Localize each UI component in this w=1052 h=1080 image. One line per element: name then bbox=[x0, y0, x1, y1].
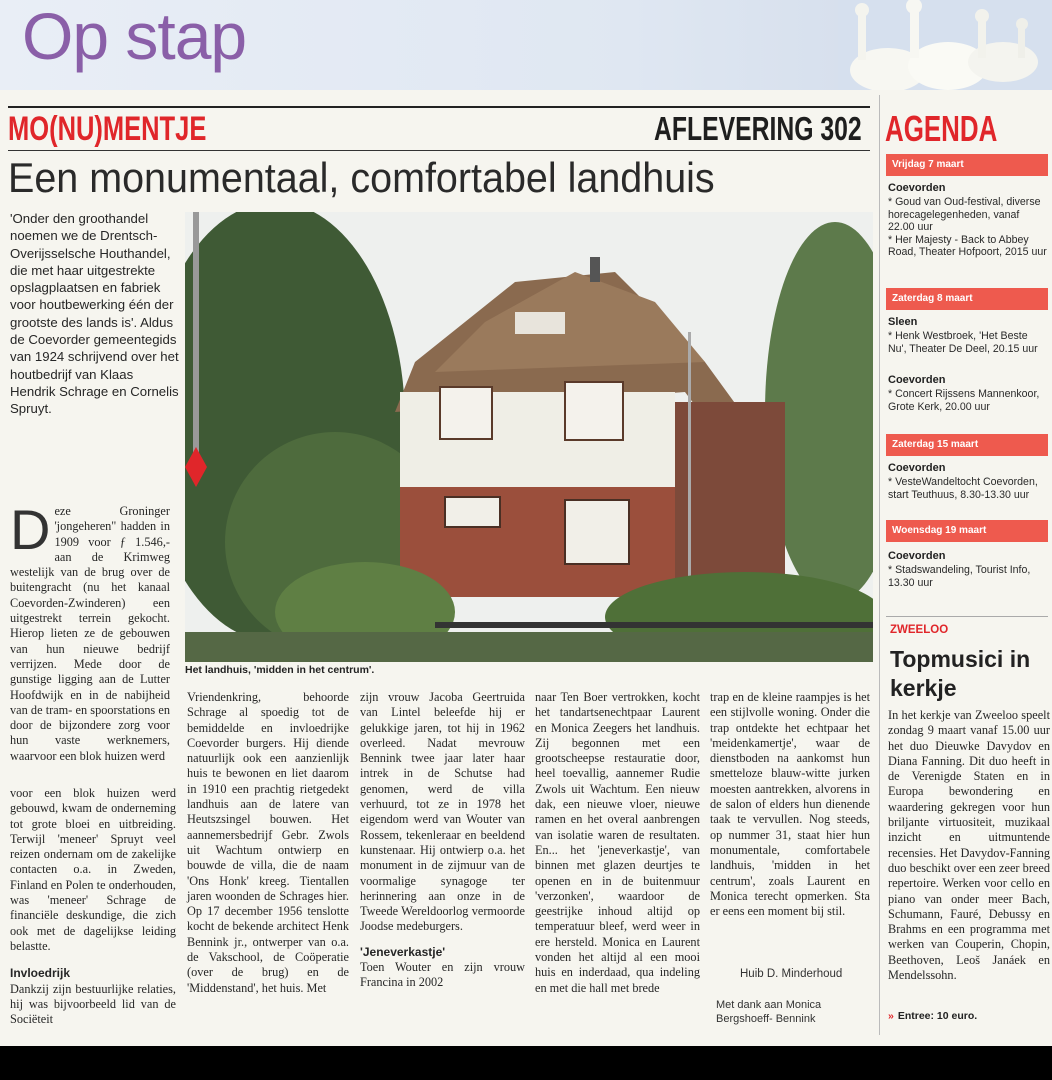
drop-cap: D bbox=[10, 498, 51, 561]
episode-label: AFLEVERING 302 bbox=[654, 110, 862, 147]
sidebar-section-label: ZWEELOO bbox=[890, 624, 949, 636]
column-text: naar Ten Boer vertrokken, kocht het tandartsenechtpaar Laurent en Monica Zeegers het landhuis. Zij begonnen met een grootscheepse restauratie door, heel toevallig, aannemer Rudie Zwols uit Wachtum. Een nieuw dak, een nieuwe vloer, nieuwe ramen en het overal aanbrengen van isolatie waren de resultaten. En... het 'jeneverkastje', van binnen met glazen deurtjes te openen en in de buitenmuur 'verzonken', waardoor de geestrijke inhoud altijd op temperatuur bleef, werd weer in ere hersteld. Monica en Laurent vonden het altijd al een mooi huis en inderdaad, qua indeling en met die hall met brede bbox=[535, 690, 700, 995]
article-column-1 bbox=[10, 498, 170, 764]
acknowledgement: Met dank aan Monica Bergshoeff- Bennink bbox=[716, 999, 822, 1025]
sidebar-body: In het kerkje van Zweeloo speelt zondag 9 maart vanaf 15.00 uur het duo Dieuwke Davydov en Diana Fanning. Dit duo heeft in de Verenigde Staten en in Europa bewondering en waardering gekregen voor hun briljante virtuositeit, muzikaal inzicht en uitmuntende recensies. Het Davydov-Fanning duo beschikt over een zeer breed repertoire. Werken voor cello en piano van onder meer Bach, Schumann, Fauré, Debussy en Brahms en een programma met werken van Couperin, Chopin, Beethoven, Leoš Janáek en Mendelssohn. bbox=[888, 708, 1050, 983]
agenda-town: Coevorden bbox=[888, 182, 946, 194]
agenda-rule bbox=[886, 616, 1048, 617]
agenda-town: Coevorden bbox=[888, 374, 946, 386]
agenda-title: AGENDA bbox=[885, 108, 998, 149]
column-text: trap en de kleine raampjes is het een stijlvolle woning. Onder die trap ontdekte het echtpaar het 'meidenkamertje', waar de dienstboden na aankomst hun smetteloze blauw-witte jurken moesten aantrekken, alvorens in de salon of elders hun dienende taak te vervullen. Nog steeds, op nummer 31, staat hier hun monumentale, comfortabele landhuis, 'midden in het centrum', zoals Laurent en Monica terecht opmerken. Sta er eens een moment bij stil. bbox=[710, 690, 870, 919]
article-column-2 bbox=[187, 690, 349, 996]
agenda-town: Sleen bbox=[888, 316, 918, 328]
agenda-date: Zaterdag 8 maart bbox=[886, 288, 1048, 310]
column-kicker: MO(NU)MENTJE bbox=[8, 110, 207, 148]
article-column-3 bbox=[360, 690, 525, 991]
agenda-town: Coevorden bbox=[888, 462, 946, 474]
subheading-jeneverkastje: 'Jeneverkastje' bbox=[360, 944, 446, 959]
agenda-item: * Stadswandeling, Tourist Info, 13.30 uur bbox=[888, 564, 1031, 589]
column-text: voor een blok huizen werd gebouwd, kwam de onderneming tot grote bloei en uitbreiding. Terwijl 'meneer' Spruyt veel reizen ondernam om de zakelijke contacten o.a. in Zweden, Finland en Polen te onderhouden, was 'meneer' Schrage de financiële deskundige, die zich ook met de dagelijkse leiding belastte. bbox=[10, 786, 176, 953]
entry-fee bbox=[888, 1010, 977, 1022]
agenda-divider bbox=[879, 95, 880, 1035]
double-arrow-icon: » bbox=[888, 1010, 894, 1022]
article-column-5 bbox=[710, 690, 870, 919]
agenda-item: * Concert Rijssens Mannenkoor, Grote Kerk, 20.00 uur bbox=[888, 388, 1040, 413]
agenda-town: Coevorden bbox=[888, 550, 946, 562]
entry-fee-text: Entree: 10 euro. bbox=[897, 1010, 978, 1022]
subheading-invloedrijk: Invloedrijk bbox=[10, 966, 71, 981]
top-rule bbox=[8, 106, 870, 108]
header-rule bbox=[8, 150, 870, 151]
agenda-date: Vrijdag 7 maart bbox=[886, 154, 1048, 176]
column-text: Toen Wouter en zijn vrouw Francina in 2002 bbox=[360, 960, 525, 990]
column-text: zijn vrouw Jacoba Geertruida van Lintel beleefde hij er gelukkige jaren, tot hij in 1962 overleed. Nadat mevrouw Bennink twee jaar later haar intrek in de Schutse had genomen, werd de villa verhuurd, tot ze in 1978 het eigendom werd van Wouter van Rossem, tekenleraar en beeldend kunstenaar. Hij ontwierp o.a. het monument in de zijmuur van de voormalige synagoge ter herinnering aan onze in de Tweede Wereldoorlog vermoorde Joodse medeburgers. bbox=[360, 690, 525, 934]
article-column-1-lower bbox=[10, 786, 176, 1027]
author-byline: Huib D. Minderhoud bbox=[740, 968, 843, 980]
sidebar-headline: Topmusici in kerkje bbox=[890, 646, 1031, 701]
article-headline: Een monumentaal, comfortabel landhuis bbox=[8, 154, 715, 201]
column-text: eze Groninger 'jongeheren" hadden in 1909 voor ƒ 1.546,- aan de Krimweg westelijk van de brug over de buitengracht (nu het kanaal Coevorden-Zwinderen) een uitgestrekt terrein gekocht. Hierop lieten ze de gebouwen van hun nieuwe bedrijf verrijzen. Mede door de gunstige ligging aan de Lutter Hoofdwijk en in de nabijheid van de tram- en spoorstations en door de bijzondere zorg voor hun vaste werknemers, waarvoor een blok huizen werd bbox=[10, 504, 170, 763]
agenda-item: * Henk Westbroek, 'Het Beste Nu', Theater De Deel, 20.15 uur bbox=[888, 330, 1038, 355]
column-text: Dankzij zijn bestuurlijke relaties, hij was bijvoorbeeld lid van de Sociëteit bbox=[10, 981, 176, 1027]
column-text: Vriendenkring, behoorde Schrage al spoedig tot de bemiddelde en invloedrijke Coevorder burgers. Hij diende natuurlijk ook een aanzienlijk huis te bewonen en liet daarom in 1910 een prachtig rietgedekt landhuis aan de latere van Heutszsingel bouwen. Het aannemersbedrijf Gebr. Zwols uit Wachtum ontwierp en bouwde de villa, die de naam 'Ons Honk' kreeg. Tientallen jaren woonden de Schrages hier. Op 17 december 1956 tenslotte kocht de bekende architect Henk Bennink jr., ontwerper van o.a. de Vakschool, de Coöperatie (over de brug) en de 'Middenstand', het huis. Met bbox=[187, 690, 349, 995]
header-banner bbox=[0, 0, 1052, 90]
agenda-item: * Goud van Oud-festival, diverse horecagelegenheden, vanaf 22.00 uur * Her Majesty - Back to Abbey Road, Theater Hofpoort, 2015 uur bbox=[888, 196, 1047, 258]
geese-illustration bbox=[838, 0, 1052, 90]
section-title: Op stap bbox=[22, 0, 247, 73]
agenda-date: Zaterdag 15 maart bbox=[886, 434, 1048, 456]
photo-caption: Het landhuis, 'midden in het centrum'. bbox=[185, 664, 375, 676]
article-photo bbox=[185, 212, 873, 662]
agenda-item: * VesteWandeltocht Coevorden, start Teuthuus, 8.30-13.30 uur bbox=[888, 476, 1038, 501]
article-column-4 bbox=[535, 690, 700, 996]
article-intro: 'Onder den groothandel noemen we de Drentsch-Overijsselsche Houthandel, die met haar uitgestrekte opslagplaatsen en fabriek voor houtbewerking één der grootste des lands is'. Aldus de Coevorder gemeentegids van 1924 schrijvend over het houtbedrijf van Klaas Hendrik Schrage en Cornelis Spruyt. bbox=[10, 211, 179, 417]
agenda-date: Woensdag 19 maart bbox=[886, 520, 1048, 542]
